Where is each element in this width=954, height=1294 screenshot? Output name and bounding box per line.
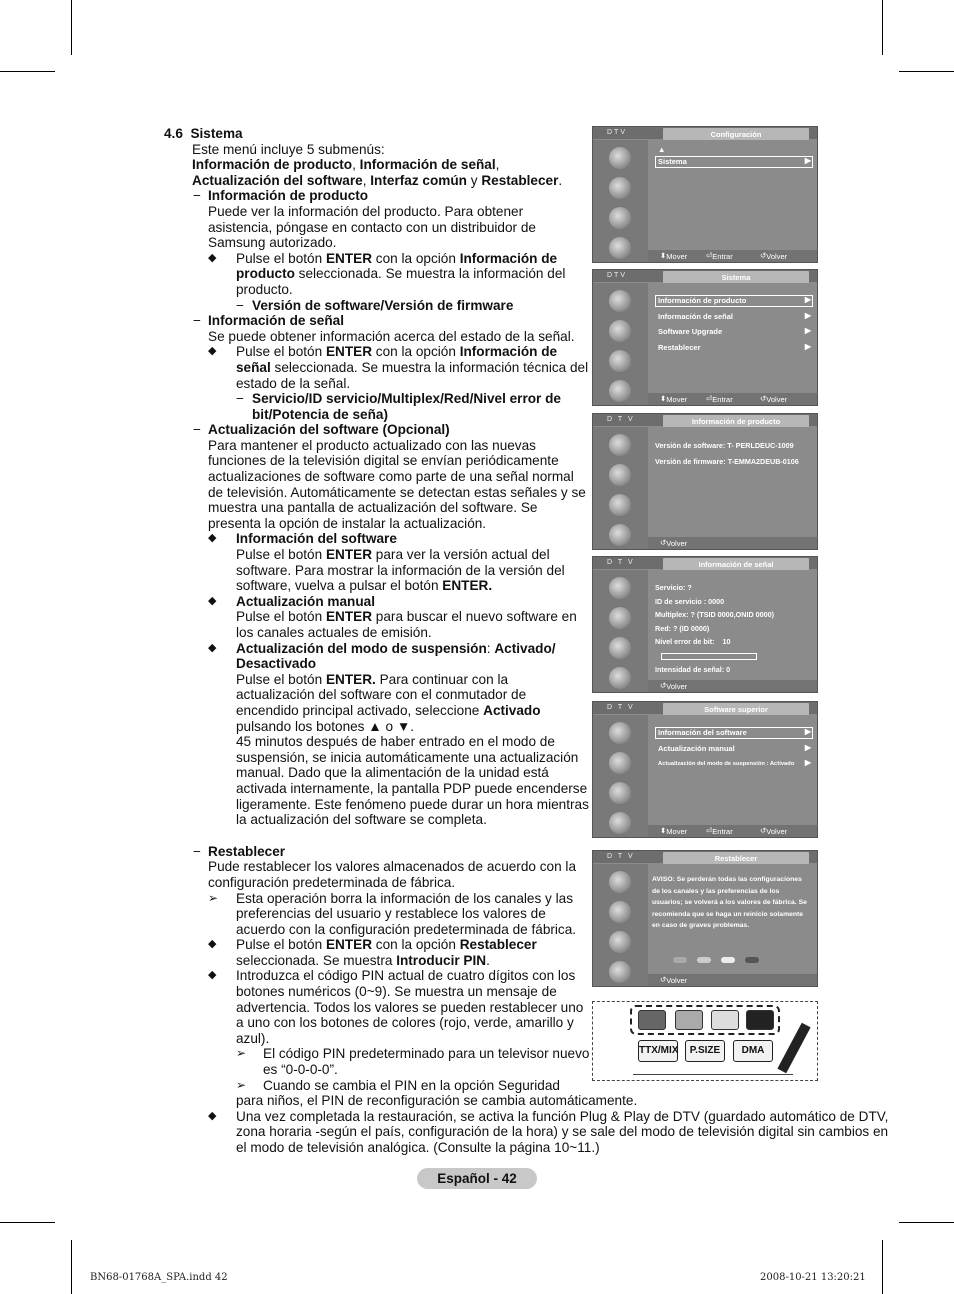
setup-icon [609, 812, 631, 834]
sound-icon [609, 901, 631, 923]
menu-item[interactable]: Información de señal ▶ [658, 310, 811, 321]
strength-line: Intensidad de señal: 0 [655, 663, 813, 690]
menu-item[interactable]: Actualización manual ▶ [658, 742, 811, 753]
diamond-icon: ◆ [208, 641, 217, 654]
crop-mark [882, 0, 883, 55]
channel-icon [609, 637, 631, 659]
pointer-icon [777, 1023, 810, 1074]
diamond-icon: ◆ [208, 969, 217, 982]
picture-icon [609, 871, 631, 893]
channel-icon [609, 494, 631, 516]
page-number: Español - 42 [417, 1168, 537, 1189]
ttx-mix-button: TTX/MIX [638, 1040, 678, 1062]
crop-mark [899, 71, 954, 72]
sound-icon [609, 320, 631, 342]
signal-line: Servicio: ? [655, 583, 692, 592]
menu-item[interactable]: Software Upgrade ▶ [658, 326, 811, 336]
menu-item[interactable]: Información del software ▶ [655, 727, 813, 743]
reset-note-3: ➢ Cuando se cambia el PIN en la opción Seguridad para niños, el PIN de reconfiguración se cambia automáticamente. [236, 1077, 638, 1109]
crop-mark [882, 1240, 883, 1294]
section-heading: 4.6 Sistema [164, 126, 243, 141]
info-signal-step: ◆ Pulse el botón ENTER con la opción Información de señal seleccionada. Se muestra la información técnica del estado de la señal. [208, 344, 589, 391]
up-arrow-icon: ▲ [658, 145, 666, 154]
arrow-icon: ➢ [208, 890, 219, 905]
reset-step-3: ◆ Una vez completada la restauración, se activa la función Plug & Play de DTV (guardado automático de DTV, zona horaria -según el país, configuración de la hora) y se sale del modo de televisión digital sin cambios en el modo de televisión analógica. (Consulte la página 10~11.) [208, 1108, 889, 1155]
screen-sistema: DTV Sistema Información de producto ▶ Información de señal ▶ Software Upgrade ▶ Restablecer ▶ ⬍ Mover ⏎ Entrar ↺ Volver [592, 269, 818, 406]
screen-info-producto: D T V Información de producto Versión de software: T- PERLDEUC-1009 Versión de firmware: T-EMMA2DEUB-0106 ↺ Volver [592, 413, 818, 550]
diamond-icon: ◆ [208, 251, 217, 264]
crop-mark [0, 71, 55, 72]
diamond-icon: ◆ [208, 532, 217, 545]
sound-icon [609, 752, 631, 774]
sound-icon [609, 607, 631, 629]
picture-icon [609, 577, 631, 599]
channel-icon [609, 931, 631, 953]
menu-item[interactable]: Restablecer ▶ [658, 341, 811, 352]
sound-icon [609, 177, 631, 199]
info-signal-title: − Información de señal [193, 313, 344, 329]
screen-configuracion: DTV Configuración ▲ Sistema ▶ ⬍ Mover ⏎ Entrar ↺ Volver [592, 126, 818, 263]
diamond-icon: ◆ [208, 938, 217, 951]
slug-file: BN68-01768A_SPA.indd 42 [90, 1272, 228, 1283]
info-product-step: ◆ Pulse el botón ENTER con la opción Información de producto seleccionada. Se muestra la información del producto. [208, 250, 566, 297]
p-size-button: P.SIZE [685, 1040, 725, 1062]
green-button [675, 1010, 703, 1030]
reset-title: − Restablecer [193, 843, 286, 859]
info-signal-sub: − Servicio/ID servicio/Multiplex/Red/Nivel error de bit/Potencia de seña) [236, 391, 561, 422]
intro: Este menú incluye 5 submenús: Información de producto, Información de señal, Actualización del software, Interfaz común y Restablecer. [192, 141, 563, 188]
picture-icon [609, 722, 631, 744]
menu-item[interactable]: Información de producto ▶ [655, 295, 813, 311]
software-version: Versión de software: T- PERLDEUC-1009 [655, 441, 794, 450]
arrow-icon: ➢ [236, 1077, 247, 1092]
red-button [638, 1010, 666, 1030]
crop-mark [899, 1222, 954, 1223]
slug-date: 2008-10-21 13:20:21 [760, 1272, 866, 1283]
crop-mark [71, 0, 72, 55]
setup-icon [609, 237, 631, 259]
ber-line: Nivel error de bit: 10 [655, 635, 813, 662]
screen-software: D T V Software superior Información del software ▶ Actualización manual ▶ Actualización del modo de suspensión : Activado ▶ ⬍ Mover ⏎ Entrar ↺ Volver [592, 701, 818, 838]
update-item-2: ◆ Actualización manual Pulse el botón ENTER para buscar el nuevo software en los canales actuales de emisión. [208, 593, 577, 640]
reset-note-1: ➢ Esta operación borra la información de los canales y las preferencias del usuario y restablece los valores de acuerdo con la configuración predeterminada de fábrica. [208, 890, 577, 937]
setup-icon [609, 667, 631, 689]
picture-icon [609, 434, 631, 456]
remote-control-image [592, 1001, 818, 1081]
sound-icon [609, 464, 631, 486]
channel-icon [609, 207, 631, 229]
diamond-icon: ◆ [208, 1109, 217, 1122]
crop-mark [0, 1222, 55, 1223]
dma-button: DMA [733, 1040, 773, 1062]
info-product-desc: Puede ver la información del producto. Para obtener asistencia, póngase en contacto con un distribuidor de Samsung autorizado. [208, 203, 536, 251]
info-product-sub: − Versión de software/Versión de firmware [236, 297, 514, 313]
arrow-icon: ➢ [236, 1046, 247, 1061]
menu-item[interactable]: Sistema ▶ [655, 156, 813, 172]
color-dots [673, 950, 769, 968]
crop-mark [71, 1240, 72, 1294]
picture-icon [609, 147, 631, 169]
signal-line: Red: ? (ID 0000) [655, 623, 710, 633]
diamond-icon: ◆ [208, 345, 217, 358]
signal-line: ID de servicio : 0000 [655, 596, 725, 606]
blue-button [746, 1010, 774, 1030]
update-item-3: ◆ Actualización del modo de suspensión: Activado/ Desactivado Pulse el botón ENTER. Para continuar con la actualización del software con el conmutador de encendido principal activado, seleccione Activado pulsando los botones ▲ o ▼. 45 minutos después de haber entrado en el modo de suspensión, se inicia automáticamente una actualización manual. Dado que la alimentación de la unidad está activada internamente, la pantalla PDP puede encenderse ligeramente. Este fenómeno puede durar un hora mientras la actualización del software se completa. [208, 640, 589, 828]
info-signal-desc: Se puede obtener información acerca del estado de la señal. [208, 328, 575, 344]
diamond-icon: ◆ [208, 594, 217, 607]
ber-bar [661, 653, 757, 660]
reset-step-1: ◆ Pulse el botón ENTER con la opción Restablecer seleccionada. Se muestra Introducir PIN. [208, 937, 537, 968]
reset-warning: AVISO: Se perderán todas las configuraciones de los canales y las preferencias de los usuarios; se volverá a los valores de fábrica. Se recomienda que se haga un reinicio solamente en caso de graves problemas. [652, 876, 807, 930]
menu-item[interactable]: Actualización del modo de suspensión : Activado ▶ [658, 758, 811, 767]
channel-icon [609, 350, 631, 372]
firmware-version: Versión de firmware: T-EMMA2DEUB-0106 [655, 457, 799, 466]
setup-icon [609, 961, 631, 983]
screen-restablecer: D T V Restablecer AVISO: Se perderán todas las configuraciones de los canales y las preferencias de los usuarios; se volverá a los valores de fábrica. Se recomienda que se haga un reinicio solamente en caso de graves problemas. ↺ Volver [592, 850, 818, 987]
update-item-1: ◆ Información del software Pulse el botón ENTER para ver la versión actual del software. Para mostrar la información de la versión del software, vuelva a pulsar el botón ENTER. [208, 531, 565, 594]
yellow-button [711, 1010, 739, 1030]
signal-line: Multiplex: ? (TSID 0000,ONID 0000) [655, 610, 775, 620]
update-title: − Actualización del software (Opcional) [193, 422, 450, 438]
channel-icon [609, 782, 631, 804]
reset-desc: Pude restablecer los valores almacenados de acuerdo con la configuración predeterminada de fábrica. [208, 859, 577, 890]
reset-step-2: ◆ Introduzca el código PIN actual de cuatro dígitos con los botones numéricos (0~9). Se muestra un mensaje de advertencia. Todos los valores se pueden restablecer uno a uno con los botones de colores (rojo, verde, amarillo y azul). [208, 968, 584, 1046]
info-product-title: − Información de producto [193, 188, 369, 204]
setup-icon [609, 380, 631, 402]
reset-note-2: ➢ El código PIN predeterminado para un televisor nuevo es “0-0-0-0”. [236, 1046, 590, 1078]
setup-icon [609, 524, 631, 546]
screen-info-senal: D T V Información de señal Servicio: ? ID de servicio : 0000 Multiplex: ? (TSID 0000,ONID 0000) Red: ? (ID 0000) Nivel error de bit: 10 Intensidad de señal: 0 ↺ Volver [592, 556, 818, 693]
picture-icon [609, 290, 631, 312]
update-desc: Para mantener el producto actualizado con las nuevas funciones de la televisión digital se envían periódicamente actualizaciones de software como parte de una señal normal de televisión. Automáticamente se detectan estas señales y se muestra una pantalla de actualización del software. Se presenta la opción de instalar la actualización. [208, 437, 586, 531]
